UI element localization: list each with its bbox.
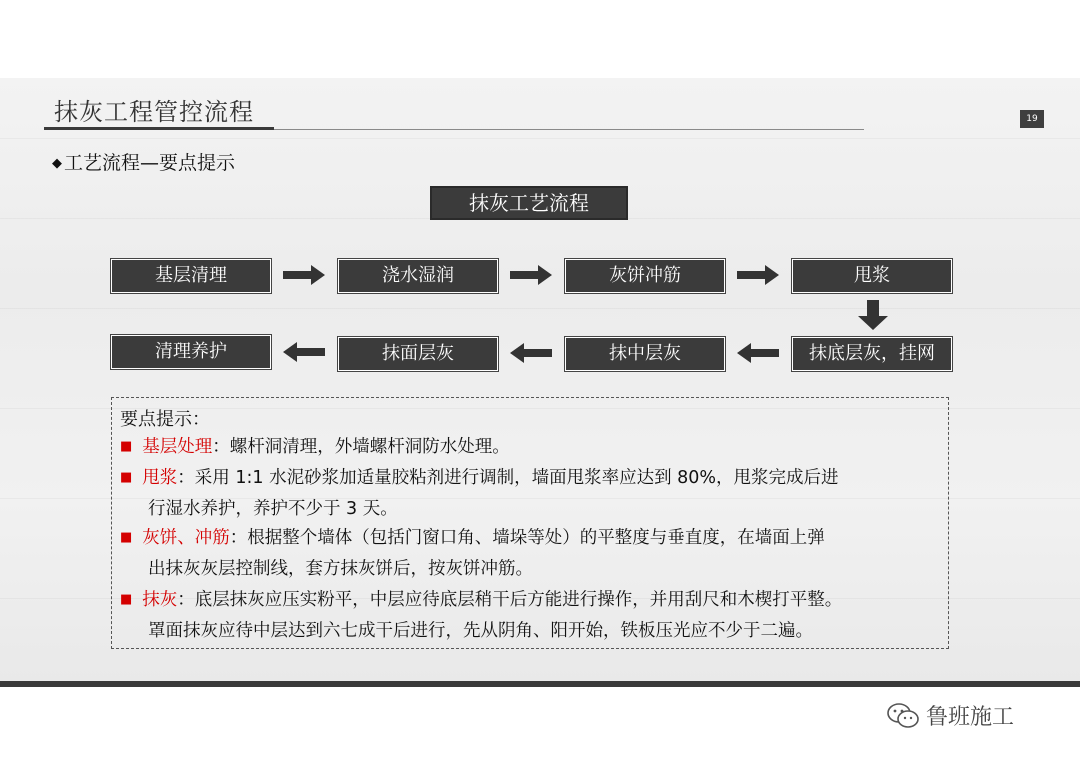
wechat-icon [886, 701, 920, 731]
key-points-heading: 要点提示： [120, 409, 210, 430]
subtitle-text: 工艺流程—要点提示 [64, 152, 236, 174]
down-arrow-icon [858, 300, 888, 330]
flow-step-1: 基层清理 [111, 259, 271, 293]
flow-step-5: 抹底层灰，挂网 [792, 337, 952, 371]
square-bullet-icon: ■ [120, 439, 133, 454]
slide-title: 抹灰工程管控流程 [54, 98, 254, 126]
title-underline [44, 127, 274, 130]
watermark-text: 鲁班施工 [926, 705, 1015, 730]
key-point-item: ■ 抹灰：底层抹灰应压实粉平，中层应待底层稍干后方能进行操作，并用刮尺和木楔打平整。 罩面抹灰应待中层达到六七成干后进行，先从阴角、阳开始，铁板压光应不少于二遍。 [120, 590, 843, 641]
left-arrow-icon [283, 342, 325, 362]
flow-step-2: 浇水湿润 [338, 259, 498, 293]
right-arrow-icon [283, 265, 325, 285]
right-arrow-icon [737, 265, 779, 285]
key-point-item: ■ 基层处理：螺杆洞清理，外墙螺杆洞防水处理。 [120, 437, 510, 457]
flow-title-box: 抹灰工艺流程 [430, 186, 628, 220]
watermark [886, 700, 1014, 731]
flow-step-7: 抹面层灰 [338, 337, 498, 371]
square-bullet-icon: ■ [120, 592, 133, 607]
key-point-item: ■ 甩浆：采用 1:1 水泥砂浆加适量胶粘剂进行调制，墙面甩浆率应达到 80%，甩浆完成后进 行湿水养护，养护不少于 3 天。 [120, 468, 839, 519]
right-arrow-icon [510, 265, 552, 285]
page-number-badge: 19 [1020, 110, 1044, 128]
flow-step-4: 甩浆 [792, 259, 952, 293]
key-point-item: ■ 灰饼、冲筋：根据整个墙体（包括门窗口角、墙垛等处）的平整度与垂直度，在墙面上弹 出抹灰灰层控制线，套方抹灰饼后，按灰饼冲筋。 [120, 528, 825, 579]
square-bullet-icon: ■ [120, 530, 133, 545]
flow-step-6: 抹中层灰 [565, 337, 725, 371]
flow-step-8: 清理养护 [111, 335, 271, 369]
left-arrow-icon [510, 343, 552, 363]
diamond-bullet-icon: ◆ [52, 156, 62, 171]
left-arrow-icon [737, 343, 779, 363]
square-bullet-icon: ■ [120, 470, 133, 485]
slide-bottom-bar [0, 681, 1080, 687]
section-subtitle [52, 148, 235, 175]
flow-step-3: 灰饼冲筋 [565, 259, 725, 293]
